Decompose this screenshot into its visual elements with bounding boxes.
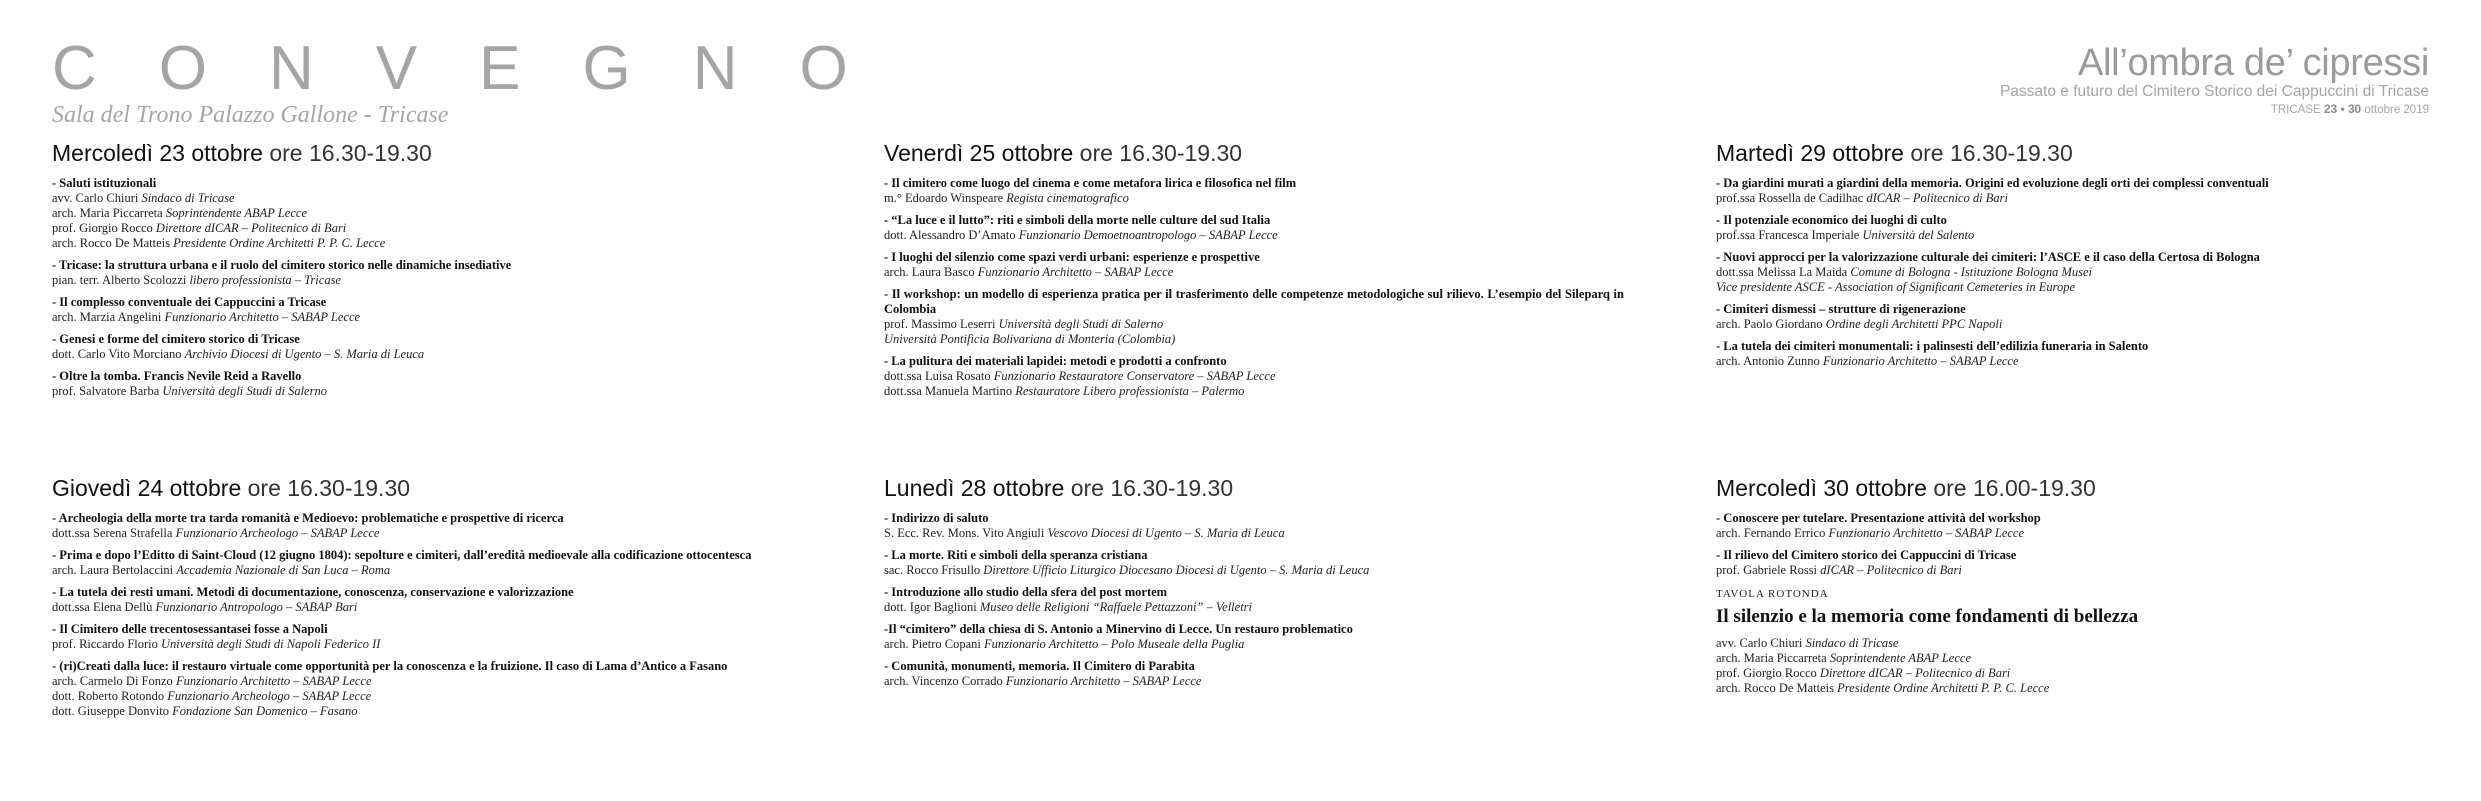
event-date-start: 23 [2323,102,2338,116]
speaker-role: Vescovo Diocesi di Ugento – S. Maria di Leuca [1047,526,1285,540]
talk-title: - I luoghi del silenzio come spazi verdi urbani: esperienze e prospettive [884,250,1260,264]
program-item [1716,302,2456,332]
speaker-role: Funzionario Architetto – SABAP Lecce [164,310,361,324]
speaker-role: dICAR – Politecnico di Bari [1820,563,1962,577]
speaker-line [52,704,792,719]
program-item [884,511,1624,541]
speaker-role: Funzionario Architetto – SABAP Lecce [1005,674,1202,688]
speaker-name: arch. Paolo Giordano [1716,317,1823,331]
program-item [52,369,792,399]
program-item [52,548,792,578]
program-item [884,213,1624,243]
program-item [52,176,792,251]
program-item [52,332,792,362]
speaker-line [1716,666,2456,681]
speaker-role: Comune di Bologna - Istituzione Bologna Musei [1850,265,2093,279]
program-item [1716,511,2456,541]
program-item [52,585,792,615]
talk-title: - La tutela dei cimiteri monumentali: i palinsesti dell’edilizia funeraria in Salento [1716,339,2149,353]
speaker-role: Soprintendente ABAP Lecce [165,206,307,220]
speaker-name: m.° Edoardo Winspeare [884,191,1004,205]
day-hours: ore 16.30-19.30 [269,140,432,166]
speaker-role: Ordine degli Architetti PPC Napoli [1825,317,2003,331]
speaker-role: Fondazione San Domenico – Fasano [172,704,358,718]
day-name: Mercoledì 30 ottobre [1716,475,1927,501]
day-block [1716,140,2456,376]
speaker-role: Sindaco di Tricase [1805,636,1899,650]
speaker-line [884,317,1624,332]
header-right [2000,44,2429,116]
speaker-line [1716,681,2456,696]
talk-title: - Comunità, monumenti, memoria. Il Cimitero di Parabita [884,659,1195,673]
speaker-line [52,347,792,362]
program-item [1716,213,2456,243]
day-name: Mercoledì 23 ottobre [52,140,263,166]
speaker-role: dICAR – Politecnico di Bari [1866,191,2008,205]
speaker-name: dott.ssa Luisa Rosato [884,369,991,383]
speaker-line [1716,265,2456,280]
speaker-line [884,563,1624,578]
day-heading [52,140,792,167]
speaker-line [1716,280,2456,295]
speaker-line [52,310,792,325]
day-block [52,140,792,406]
speaker-line [1716,228,2456,243]
speaker-name: arch. Antonio Zunno [1716,354,1820,368]
day-name: Venerdì 25 ottobre [884,140,1074,166]
program-item [884,354,1624,399]
speaker-role: Funzionario Architetto – SABAP Lecce [175,674,372,688]
speaker-role: Funzionario Architetto – SABAP Lecce [1822,354,2019,368]
talk-title: - “La luce e il lutto”: riti e simboli della morte nelle culture del sud Italia [884,213,1271,227]
event-date-end: 30 [2347,102,2362,116]
speaker-role: Funzionario Architetto – Polo Museale della Puglia [983,637,1245,651]
speaker-line [1716,191,2456,206]
day-heading [52,475,792,502]
speaker-line [52,191,792,206]
day-hours: ore 16.30-19.30 [1910,140,2073,166]
speaker-name: dott.ssa Elena Dellù [52,600,153,614]
day-name: Martedì 29 ottobre [1716,140,1904,166]
program-item [1716,176,2456,206]
speaker-name: dott. Giuseppe Donvito [52,704,170,718]
talk-title: - (ri)Creati dalla luce: il restauro virtuale come opportunità per la conoscenza e la fruizione. Il caso di Lama d’Antico a Fasano [52,659,728,673]
program-item [52,622,792,652]
speaker-name: prof. Massimo Leserri [884,317,996,331]
day-block [1716,475,2456,696]
day-block [884,140,1624,406]
speaker-name: arch. Laura Bertolaccini [52,563,174,577]
speaker-name: dott. Alessandro D’Amato [884,228,1016,242]
speaker-name: pian. terr. Alberto Scolozzi [52,273,187,287]
speaker-role: Università degli Studi di Salerno [998,317,1164,331]
talk-title: - La pulitura dei materiali lapidei: metodi e prodotti a confronto [884,354,1227,368]
speaker-role: Vice presidente ASCE - Association of Significant Cemeteries in Europe [1716,280,2076,294]
talk-title: - Indirizzo di saluto [884,511,989,525]
speaker-role: Funzionario Architetto – SABAP Lecce [1828,526,2025,540]
event-date-sep: • [2340,102,2345,116]
speaker-role: libero professionista – Tricase [189,273,341,287]
speaker-role: Università Pontificia Bolivariana di Monteria (Colombia) [884,332,1176,346]
speaker-role: Università degli Studi di Salerno [162,384,327,398]
speaker-name: arch. Maria Piccarreta [1716,651,1827,665]
program-item [884,548,1624,578]
program-item [1716,339,2456,369]
speaker-line [52,637,792,652]
talk-title: - Tricase: la struttura urbana e il ruolo del cimitero storico nelle dinamiche insediative [52,258,512,272]
speaker-role: Direttore Ufficio Liturgico Diocesano Diocesi di Ugento – S. Maria di Leuca [983,563,1370,577]
speaker-role: Soprintendente ABAP Lecce [1829,651,1971,665]
speaker-name: arch. Rocco De Matteis [52,236,171,250]
speaker-line [884,384,1624,399]
speaker-name: avv. Carlo Chiuri [52,191,139,205]
talk-title: - Il rilievo del Cimitero storico dei Cappuccini di Tricase [1716,548,2017,562]
speaker-role: Regista cinematografico [1006,191,1129,205]
speaker-name: prof.ssa Francesca Imperiale [1716,228,1860,242]
speaker-role: Funzionario Architetto – SABAP Lecce [977,265,1174,279]
speaker-role: Presidente Ordine Architetti P. P. C. Lecce [173,236,386,250]
speaker-name: prof.ssa Rossella de Cadilhac [1716,191,1864,205]
round-table-label: TAVOLA ROTONDA [1716,588,1829,600]
speaker-line [52,206,792,221]
talk-title: - La tutela dei resti umani. Metodi di documentazione, conoscenza, conservazione e valorizzazione [52,585,574,599]
talk-title: - Nuovi approcci per la valorizzazione culturale dei cimiteri: l’ASCE e il caso della Certosa di Bologna [1716,250,2260,264]
program-item [52,511,792,541]
speaker-line [52,273,792,288]
venue-subtitle: Sala del Trono Palazzo Gallone - Tricase [52,102,449,128]
speaker-role: Accademia Nazionale di San Luca – Roma [176,563,391,577]
talk-title: - Introduzione allo studio della sfera del post mortem [884,585,1168,599]
program-item [52,295,792,325]
speaker-line [884,526,1624,541]
talk-title: - La morte. Riti e simboli della speranza cristiana [884,548,1148,562]
speaker-name: prof. Giorgio Rocco [52,221,153,235]
day-name: Lunedì 28 ottobre [884,475,1065,501]
speaker-role: Sindaco di Tricase [141,191,235,205]
program-item [1716,250,2456,295]
speaker-line [884,637,1624,652]
speaker-role: Presidente Ordine Architetti P. P. C. Lecce [1837,681,2050,695]
program-item [52,659,792,719]
speaker-name: prof. Giorgio Rocco [1716,666,1817,680]
speaker-name: arch. Carmelo Di Fonzo [52,674,173,688]
speaker-line [52,221,792,236]
day-hours: ore 16.30-19.30 [1079,140,1243,166]
talk-title: - Il workshop: un modello di esperienza pratica per il trasferimento delle competenze metodologiche sul rilievo. L’esempio del Sileparq in Colombia [884,287,1624,316]
speaker-role: Direttore dICAR – Politecnico di Bari [1819,666,2011,680]
speaker-role: Funzionario Archeologo – SABAP Lecce [175,526,380,540]
event-date-rest: ottobre 2019 [2364,104,2429,116]
event-date [2000,102,2429,116]
day-heading [884,140,1624,167]
speaker-line [52,526,792,541]
speaker-role: Funzionario Archeologo – SABAP Lecce [167,689,372,703]
speaker-role: Funzionario Antropologo – SABAP Bari [155,600,358,614]
talk-title: - Archeologia della morte tra tarda romanità e Medioevo: problematiche e prospettive di ricerca [52,511,564,525]
program-item [884,585,1624,615]
event-date-city: TRICASE [2270,104,2321,116]
talk-title: - Genesi e forme del cimitero storico di Tricase [52,332,300,346]
day-heading [884,475,1624,502]
speaker-line [884,600,1624,615]
talk-title: - Il Cimitero delle trecentosessantasei fosse a Napoli [52,622,328,636]
round-table-title: Il silenzio e la memoria come fondamenti di bellezza [1716,606,2139,627]
speaker-name: S. Ecc. Rev. Mons. Vito Angiuli [884,526,1045,540]
speaker-line [1716,317,2456,332]
speaker-name: prof. Gabriele Rossi [1716,563,1818,577]
speaker-line [884,674,1624,689]
speaker-name: dott. Igor Baglioni [884,600,977,614]
talk-title: - Oltre la tomba. Francis Nevile Reid a Ravello [52,369,302,383]
speaker-name: arch. Maria Piccarreta [52,206,163,220]
speaker-name: arch. Fernando Errico [1716,526,1826,540]
day-hours: ore 16.30-19.30 [1070,475,1234,501]
talk-title: - Da giardini murati a giardini della memoria. Origini ed evoluzione degli orti dei complessi conventuali [1716,176,2269,190]
program-item [884,287,1624,347]
program-item [884,250,1624,280]
page-title: CONVEGNO [52,34,910,103]
speaker-role: Restauratore Libero professionista – Palermo [1015,384,1245,398]
speaker-role: Università degli Studi di Napoli Federico II [161,637,381,651]
speaker-line [52,600,792,615]
talk-title: - Conoscere per tutelare. Presentazione attività del workshop [1716,511,2041,525]
day-heading [1716,140,2456,167]
program-item [884,622,1624,652]
day-block [52,475,792,726]
speaker-line [884,369,1624,384]
speaker-line [884,191,1624,206]
program-item [884,176,1624,206]
program-item [884,659,1624,689]
speaker-role: Funzionario Restauratore Conservatore – SABAP Lecce [993,369,1276,383]
day-block [884,475,1624,696]
speaker-line [1716,354,2456,369]
talk-title: - Cimiteri dismessi – strutture di rigenerazione [1716,302,1966,316]
speaker-line [52,674,792,689]
speaker-role: Museo delle Religioni “Raffaele Pettazzoni” – Velletri [979,600,1253,614]
speaker-line [884,265,1624,280]
speaker-name: dott.ssa Melissa La Maida [1716,265,1848,279]
speaker-name: arch. Pietro Copani [884,637,981,651]
speaker-name: arch. Laura Basco [884,265,975,279]
speaker-name: prof. Salvatore Barba [52,384,160,398]
program-item [52,258,792,288]
speaker-line [52,563,792,578]
speaker-role: Archivio Diocesi di Ugento – S. Maria di Leuca [184,347,425,361]
speaker-name: dott. Roberto Rotondo [52,689,165,703]
speaker-line [52,384,792,399]
talk-title: - Il cimitero come luogo del cinema e come metafora lirica e filosofica nel film [884,176,1297,190]
speaker-name: prof. Riccardo Florio [52,637,158,651]
speaker-line [1716,636,2456,651]
talk-title: - Prima e dopo l’Editto di Saint-Cloud (12 giugno 1804): sepolture e cimiteri, dall’eredità medioevale alla codificazione ottocentesca [52,548,752,562]
speaker-line [1716,651,2456,666]
speaker-name: dott. Carlo Vito Morciano [52,347,182,361]
speaker-line [884,332,1624,347]
speaker-name: arch. Vincenzo Corrado [884,674,1003,688]
speaker-name: arch. Rocco De Matteis [1716,681,1835,695]
speaker-name: sac. Rocco Frisullo [884,563,981,577]
speaker-role: Direttore dICAR – Politecnico di Bari [155,221,347,235]
day-name: Giovedì 24 ottobre [52,475,242,501]
speaker-name: dott.ssa Serena Strafella [52,526,173,540]
talk-title: - Il complesso conventuale dei Cappuccini a Tricase [52,295,327,309]
event-title: All’ombra de’ cipressi [2077,42,2429,84]
talk-title: - Il potenziale economico dei luoghi di culto [1716,213,1947,227]
day-hours: ore 16.30-19.30 [247,475,411,501]
speaker-role: Università del Salento [1862,228,1975,242]
header-left [52,34,910,129]
talk-title: -Il “cimitero” della chiesa di S. Antonio a Minervino di Lecce. Un restauro problematico [884,622,1353,636]
speaker-line [884,228,1624,243]
program-item [1716,548,2456,578]
talk-title: - Saluti istituzionali [52,176,157,190]
speaker-line [52,689,792,704]
day-heading [1716,475,2456,502]
speaker-line [1716,563,2456,578]
speaker-name: avv. Carlo Chiuri [1716,636,1803,650]
event-subtitle: Passato e futuro del Cimitero Storico dei Cappuccini di Tricase [1999,83,2429,100]
speaker-role: Funzionario Demoetnoantropologo – SABAP Lecce [1018,228,1278,242]
speaker-name: dott.ssa Manuela Martino [884,384,1013,398]
speaker-line [52,236,792,251]
speaker-line [1716,526,2456,541]
day-hours: ore 16.00-19.30 [1933,475,2096,501]
speaker-name: arch. Marzia Angelini [52,310,162,324]
